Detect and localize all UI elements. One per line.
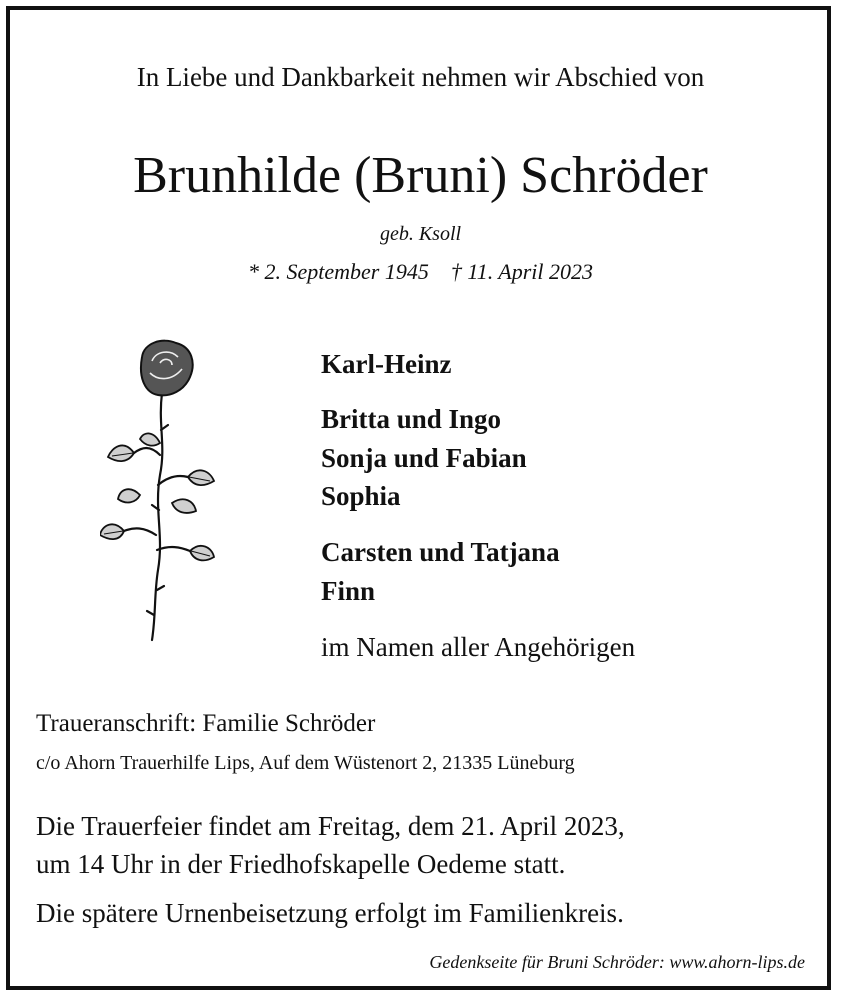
- address-heading: Traueranschrift: Familie Schröder: [36, 710, 376, 737]
- family-member: Sonja und Fabian: [321, 443, 527, 473]
- rose-illustration: [100, 335, 220, 650]
- death-date: † 11. April 2023: [450, 259, 594, 284]
- birth-name: geb. Ksoll: [379, 223, 462, 245]
- life-dates: [0, 259, 841, 285]
- family-member: Karl-Heinz: [321, 349, 452, 379]
- on-behalf-text: im Namen aller Angehörigen: [321, 632, 636, 662]
- family-member: Sophia: [321, 481, 401, 511]
- family-member: Finn: [321, 576, 376, 606]
- service-line: Die Trauerfeier findet am Freitag, dem 21. April 2023,: [36, 811, 625, 841]
- address-detail: c/o Ahorn Trauerhilfe Lips, Auf dem Wüstenort 2, 21335 Lüneburg: [36, 752, 575, 774]
- intro-text: In Liebe und Dankbarkeit nehmen wir Abschied von: [136, 62, 705, 92]
- service-line: um 14 Uhr in der Friedhofskapelle Oedeme statt.: [36, 849, 566, 879]
- deceased-name: Brunhilde (Bruni) Schröder: [133, 147, 708, 204]
- memorial-page-link[interactable]: Gedenkseite für Bruni Schröder: www.ahorn-lips.de: [429, 952, 805, 972]
- family-member: Britta und Ingo: [321, 404, 502, 434]
- family-member: Carsten und Tatjana: [321, 537, 560, 567]
- birth-date: * 2. September 1945: [247, 259, 429, 284]
- burial-line: Die spätere Urnenbeisetzung erfolgt im Familienkreis.: [36, 898, 624, 928]
